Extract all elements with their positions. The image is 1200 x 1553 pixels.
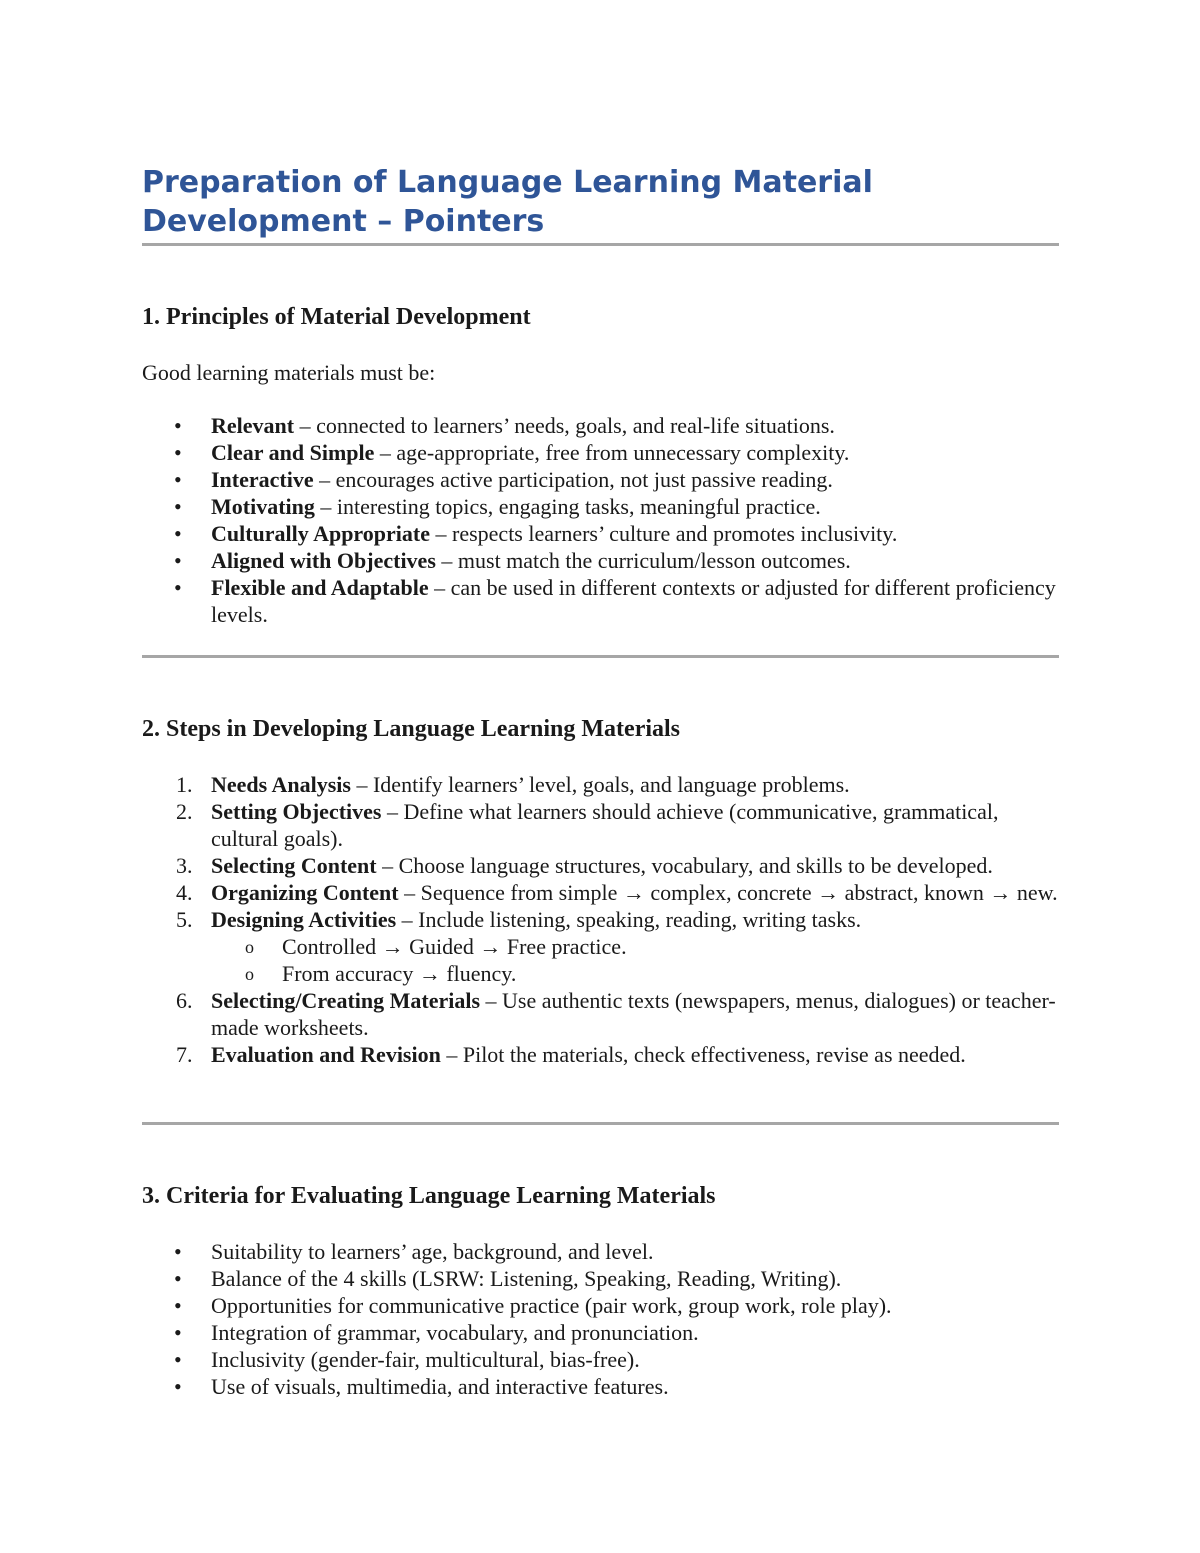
item-text: Balance of the 4 skills (LSRW: Listening, Speaking, Reading, Writing). bbox=[211, 1266, 842, 1291]
item-term: Motivating bbox=[211, 494, 315, 519]
bullet-icon: • bbox=[174, 413, 182, 438]
sub-item-text: From accuracy → fluency. bbox=[282, 961, 517, 986]
bullet-icon: • bbox=[174, 467, 182, 492]
activities-sublist bbox=[211, 933, 1059, 987]
section-1-heading: 1. Principles of Material Development bbox=[142, 304, 531, 330]
list-item bbox=[142, 439, 1059, 466]
item-term: Flexible and Adaptable bbox=[211, 575, 429, 600]
sub-list-item bbox=[211, 960, 1059, 987]
sub-list-item bbox=[211, 933, 1059, 960]
list-number: 2. bbox=[176, 799, 193, 824]
list-item bbox=[142, 879, 1059, 906]
bullet-icon: • bbox=[174, 575, 182, 600]
list-number: 6. bbox=[176, 988, 193, 1013]
bullet-icon: • bbox=[174, 1239, 182, 1264]
item-term: Selecting Content bbox=[211, 853, 377, 878]
bullet-icon: • bbox=[174, 1266, 182, 1291]
section-3-heading: 3. Criteria for Evaluating Language Learning Materials bbox=[142, 1183, 716, 1209]
item-term: Relevant bbox=[211, 413, 295, 438]
item-text: Suitability to learners’ age, background, and level. bbox=[211, 1239, 654, 1264]
item-desc: – encourages active participation, not just passive reading. bbox=[313, 467, 833, 492]
item-term: Aligned with Objectives bbox=[211, 548, 436, 573]
title-line-2: Development – Pointers bbox=[142, 204, 545, 239]
item-desc: – connected to learners’ needs, goals, and real-life situations. bbox=[294, 413, 835, 438]
list-item bbox=[142, 1346, 1059, 1373]
list-item bbox=[142, 798, 1059, 852]
item-term: Organizing Content bbox=[211, 880, 399, 905]
list-item bbox=[142, 574, 1059, 628]
list-item bbox=[142, 987, 1059, 1041]
list-item bbox=[142, 1238, 1059, 1265]
item-text: Inclusivity (gender-fair, multicultural, bias-free). bbox=[211, 1347, 640, 1372]
item-desc: – can be used in different contexts or adjusted for different proficiency levels. bbox=[211, 575, 1056, 627]
title-line-1: Preparation of Language Learning Material bbox=[142, 165, 873, 200]
item-text: Integration of grammar, vocabulary, and pronunciation. bbox=[211, 1320, 699, 1345]
item-desc: – Define what learners should achieve (communicative, grammatical, cultural goals). bbox=[211, 799, 999, 851]
list-item bbox=[142, 852, 1059, 879]
list-number: 3. bbox=[176, 853, 193, 878]
item-desc: – respects learners’ culture and promotes inclusivity. bbox=[430, 521, 898, 546]
item-desc: – Use authentic texts (newspapers, menus, dialogues) or teacher-made worksheets. bbox=[211, 988, 1056, 1040]
document-title bbox=[142, 163, 1059, 241]
steps-list bbox=[142, 771, 1059, 1068]
list-item bbox=[142, 1373, 1059, 1400]
item-desc: – age-appropriate, free from unnecessary complexity. bbox=[374, 440, 850, 465]
item-term: Selecting/Creating Materials bbox=[211, 988, 481, 1013]
sub-bullet-icon: o bbox=[245, 937, 254, 957]
item-term: Setting Objectives bbox=[211, 799, 382, 824]
bullet-icon: • bbox=[174, 440, 182, 465]
criteria-list bbox=[142, 1238, 1059, 1400]
list-item bbox=[142, 547, 1059, 574]
bullet-icon: • bbox=[174, 1374, 182, 1399]
section-divider bbox=[142, 655, 1059, 658]
list-item bbox=[142, 520, 1059, 547]
list-item bbox=[142, 1292, 1059, 1319]
item-desc: – Sequence from simple → complex, concrete → abstract, known → new. bbox=[398, 880, 1058, 905]
item-term: Evaluation and Revision bbox=[211, 1042, 441, 1067]
section-divider bbox=[142, 1122, 1059, 1125]
item-text: Use of visuals, multimedia, and interactive features. bbox=[211, 1374, 669, 1399]
list-number: 1. bbox=[176, 772, 193, 797]
sub-item-text: Controlled → Guided → Free practice. bbox=[282, 934, 627, 959]
list-item bbox=[142, 493, 1059, 520]
item-desc: – Pilot the materials, check effectiveness, revise as needed. bbox=[440, 1042, 966, 1067]
bullet-icon: • bbox=[174, 521, 182, 546]
list-number: 7. bbox=[176, 1042, 193, 1067]
title-divider bbox=[142, 243, 1059, 246]
item-term: Clear and Simple bbox=[211, 440, 375, 465]
bullet-icon: • bbox=[174, 1347, 182, 1372]
item-desc: – interesting topics, engaging tasks, meaningful practice. bbox=[314, 494, 821, 519]
item-desc: – Identify learners’ level, goals, and language problems. bbox=[350, 772, 850, 797]
section-2-heading: 2. Steps in Developing Language Learning Materials bbox=[142, 716, 681, 742]
item-desc: – must match the curriculum/lesson outcomes. bbox=[435, 548, 851, 573]
item-term: Interactive bbox=[211, 467, 314, 492]
bullet-icon: • bbox=[174, 494, 182, 519]
bullet-icon: • bbox=[174, 1293, 182, 1318]
list-item bbox=[142, 1319, 1059, 1346]
item-term: Needs Analysis bbox=[211, 772, 351, 797]
list-item bbox=[142, 466, 1059, 493]
item-desc: – Choose language structures, vocabulary, and skills to be developed. bbox=[376, 853, 993, 878]
list-item bbox=[142, 771, 1059, 798]
item-term: Designing Activities bbox=[211, 907, 397, 932]
list-item bbox=[142, 906, 1059, 987]
sub-bullet-icon: o bbox=[245, 964, 254, 984]
list-item bbox=[142, 1041, 1059, 1068]
section-1-intro: Good learning materials must be: bbox=[142, 360, 436, 385]
item-text: Opportunities for communicative practice (pair work, group work, role play). bbox=[211, 1293, 892, 1318]
list-item bbox=[142, 1265, 1059, 1292]
bullet-icon: • bbox=[174, 1320, 182, 1345]
item-term: Culturally Appropriate bbox=[211, 521, 431, 546]
list-item bbox=[142, 412, 1059, 439]
principles-list bbox=[142, 412, 1059, 628]
bullet-icon: • bbox=[174, 548, 182, 573]
list-number: 4. bbox=[176, 880, 193, 905]
item-desc: – Include listening, speaking, reading, writing tasks. bbox=[396, 907, 862, 932]
list-number: 5. bbox=[176, 907, 193, 932]
